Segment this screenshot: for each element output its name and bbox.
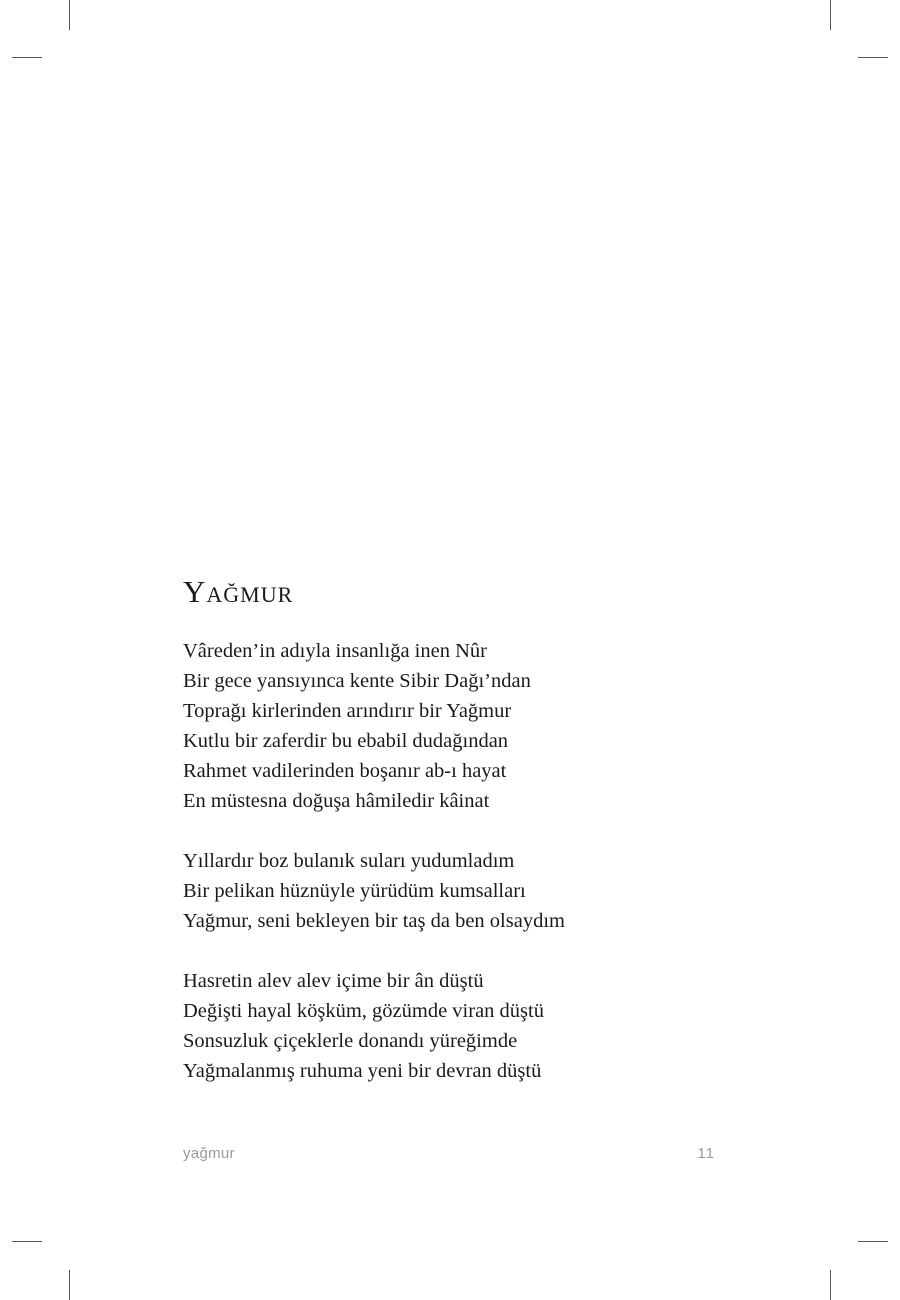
crop-mark-bottom-right-horizontal bbox=[858, 1241, 888, 1242]
crop-mark-top-left-vertical bbox=[69, 0, 70, 30]
poem-line: Değişti hayal köşküm, gözümde viran düştü bbox=[183, 1000, 544, 1022]
stanza-3 bbox=[183, 966, 723, 1086]
poem-line: Toprağı kirlerinden arındırır bir Yağmur bbox=[183, 700, 512, 722]
poem-line: Vâreden’in adıyla insanlığa inen Nûr bbox=[183, 640, 487, 662]
poem-line: Bir pelikan hüznüyle yürüdüm kumsalları bbox=[183, 880, 526, 902]
page-number: 11 bbox=[697, 1145, 715, 1162]
crop-mark-top-left-horizontal bbox=[12, 57, 42, 58]
poem-line: Yıllardır boz bulanık suları yudumladım bbox=[183, 850, 515, 872]
crop-mark-top-right-vertical bbox=[830, 0, 831, 30]
poem-line: En müstesna doğuşa hâmiledir kâinat bbox=[183, 790, 490, 812]
crop-mark-top-right-horizontal bbox=[858, 57, 888, 58]
poem-block bbox=[183, 572, 723, 1086]
crop-mark-bottom-right-vertical bbox=[830, 1270, 831, 1300]
poem-title: Yağmur bbox=[183, 574, 294, 609]
running-footer-title: yağmur bbox=[183, 1145, 235, 1162]
poem-line: Rahmet vadilerinden boşanır ab-ı hayat bbox=[183, 760, 507, 782]
poem-line: Sonsuzluk çiçeklerle donandı yüreğimde bbox=[183, 1030, 518, 1052]
poem-line: Kutlu bir zaferdir bu ebabil dudağından bbox=[183, 730, 509, 752]
stanza-1 bbox=[183, 636, 723, 816]
poem-line: Bir gece yansıyınca kente Sibir Dağı’ndan bbox=[183, 670, 531, 692]
poem-line: Hasretin alev alev içime bir ân düştü bbox=[183, 970, 484, 992]
crop-mark-bottom-left-horizontal bbox=[12, 1241, 42, 1242]
poem-line: Yağmur, seni bekleyen bir taş da ben olsaydım bbox=[183, 910, 565, 932]
stanza-2 bbox=[183, 846, 723, 936]
crop-mark-bottom-left-vertical bbox=[69, 1270, 70, 1300]
poem-line: Yağmalanmış ruhuma yeni bir devran düştü bbox=[183, 1060, 542, 1082]
